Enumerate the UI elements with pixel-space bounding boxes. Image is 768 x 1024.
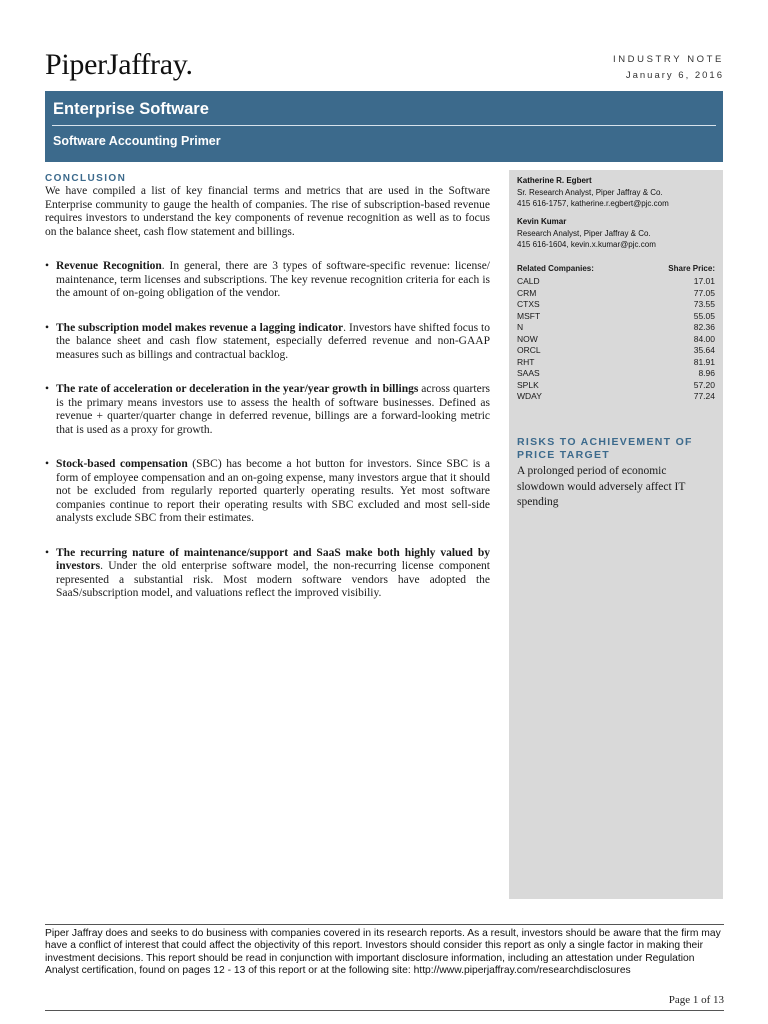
report-date: January 6, 2016	[625, 70, 724, 81]
bullet-item	[45, 458, 490, 526]
title-banner	[45, 91, 723, 162]
bullet-text: . Investors have shifted focus to the balance sheet and cash flow statement, especially deferred revenue and non-GAAP measures such as billings and contractual backlog.	[56, 321, 491, 361]
company-price: 55.05	[693, 310, 715, 321]
company-row	[517, 357, 715, 369]
company-row	[517, 299, 715, 311]
bullet-icon: •	[45, 458, 50, 470]
bullet-icon: •	[45, 321, 50, 334]
company-ticker: NOW	[517, 333, 538, 344]
company-row	[517, 288, 715, 300]
company-price: 8.96	[698, 368, 715, 378]
analyst-contact: 415 616-1757, katherine.r.egbert@pjc.com	[517, 199, 669, 208]
bullet-lead: The recurring nature of maintenance/support and SaaS make both highly valued by investors	[56, 546, 490, 572]
related-companies-label: Related Companies:	[517, 264, 594, 273]
analyst-block	[517, 216, 656, 251]
related-companies-header	[517, 264, 715, 273]
section-heading: CONCLUSION	[45, 173, 127, 184]
company-price: 82.36	[693, 322, 715, 332]
bullet-text: (SBC) has become a hot button for investors. Since SBC is a form of employee compensation and an on-going expense, many investors argue that it should not be excluded from regularly reported quarterly operating results. Yet most software companies continue to report their operating results with SBC excluded and most sell-side analysts exclude SBC from their estimates.	[56, 458, 490, 524]
company-price: 77.24	[693, 391, 715, 401]
bullet-icon: •	[45, 383, 50, 395]
analyst-block	[517, 175, 669, 210]
page-divider	[45, 1010, 724, 1011]
analyst-name: Katherine R. Egbert	[517, 176, 592, 185]
risks-text: A prolonged period of economic slowdown would adversely affect IT spending	[517, 465, 686, 508]
related-companies-list	[517, 276, 715, 403]
company-ticker: SPLK	[517, 379, 539, 390]
report-subtitle: Software Accounting Primer	[53, 134, 221, 148]
report-title: Enterprise Software	[53, 100, 209, 118]
sidebar	[509, 170, 723, 899]
bullet-lead: The subscription model makes revenue a lagging indicator	[56, 321, 344, 334]
company-logo: PiperJaffray.	[45, 48, 193, 81]
company-row	[517, 391, 715, 403]
company-ticker: ORCL	[517, 345, 541, 355]
bullet-icon: •	[45, 546, 50, 559]
bullet-text: . Under the old enterprise software model, the non-recurring license component represented a substantial risk. Most modern software vendors have adopted the SaaS/subscription model, and valuations reflect the improved visibiliy.	[56, 560, 490, 599]
company-ticker: CALD	[517, 276, 540, 286]
page-number: Page 1 of 13	[668, 994, 724, 1006]
bullet-item	[45, 260, 490, 301]
bullet-icon: •	[45, 260, 50, 272]
risks-heading: RISKS TO ACHIEVEMENT OF PRICE TARGET	[517, 436, 693, 461]
bullet-item	[45, 383, 490, 437]
company-price: 35.64	[693, 345, 715, 355]
company-ticker: N	[517, 322, 524, 332]
company-row	[517, 380, 715, 392]
company-row	[517, 334, 715, 346]
company-price: 73.55	[693, 299, 715, 309]
company-ticker: RHT	[517, 356, 535, 367]
company-ticker: CTXS	[517, 299, 540, 309]
company-price: 77.05	[693, 287, 715, 298]
disclosure-text: Piper Jaffray does and seeks to do business with companies covered in its research reports. As a result, investors should be aware that the firm may have a conflict of interest that could affect the objectivity of this report. Investors should consider this report as only a single factor in making their investment decisions. This report should be read in conjunction with important disclosure information, including an attestation under Regulation Analyst certification, found on pages 12 - 13 of this report or at the following site: http://www.piperjaffray.com/researchdisclosures	[45, 928, 721, 976]
bullet-lead: The rate of acceleration or deceleration in the year/year growth in billings	[56, 383, 419, 395]
company-ticker: WDAY	[517, 391, 542, 401]
note-type: INDUSTRY NOTE	[612, 54, 724, 65]
company-ticker: CRM	[517, 287, 537, 298]
company-row	[517, 276, 715, 288]
bullet-lead: Revenue Recognition	[56, 260, 162, 272]
banner-divider	[52, 125, 716, 126]
share-price-label: Share Price:	[668, 264, 715, 273]
company-row	[517, 311, 715, 323]
bullet-text: . In general, there are 3 types of software-specific revenue: license/ maintenance, term licenses and subscriptions. The key revenue recognition criteria for each is the amount of on-going obligation of the vendor.	[56, 260, 491, 299]
company-ticker: MSFT	[517, 310, 541, 321]
bullet-item	[45, 547, 490, 601]
intro-paragraph: We have compiled a list of key financial terms and metrics that are used in the Software Enterprise community to gauge the health of companies. The rise of subscription-based revenue requires investors to understand the key components of revenue recognition as well as to focus on the balance sheet, cash flow statement and billings.	[45, 185, 490, 238]
bullet-item	[45, 322, 490, 363]
company-price: 84.00	[693, 333, 715, 344]
company-price: 17.01	[693, 276, 715, 286]
analyst-title: Sr. Research Analyst, Piper Jaffray & Co.	[517, 187, 663, 197]
bullet-lead: Stock-based compensation	[56, 458, 188, 470]
company-row	[517, 368, 715, 380]
company-price: 81.91	[693, 356, 715, 367]
disclosure-divider	[45, 924, 724, 925]
analyst-title: Research Analyst, Piper Jaffray & Co.	[517, 228, 651, 238]
company-ticker: SAAS	[517, 368, 540, 378]
main-content	[45, 173, 490, 622]
bullet-text: across quarters is the primary means investors use to assess the health of software businesses. Defined as revenue + quarter/quarter change in deferred revenue, billings are a forward-looking metric that is used as a proxy for growth.	[56, 383, 490, 436]
analyst-contact: 415 616-1604, kevin.x.kumar@pjc.com	[517, 240, 656, 249]
company-price: 57.20	[693, 379, 715, 390]
company-row	[517, 345, 715, 357]
analyst-name: Kevin Kumar	[517, 217, 567, 226]
company-row	[517, 322, 715, 334]
